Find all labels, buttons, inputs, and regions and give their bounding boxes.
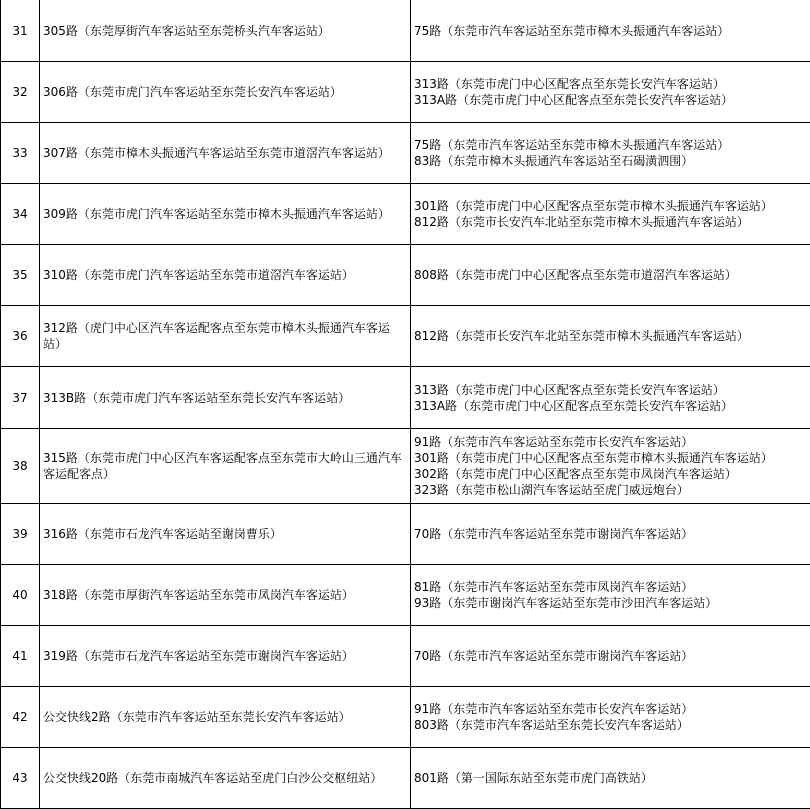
table-row [1, 504, 810, 565]
row-number: 41 [1, 626, 40, 687]
transfer-cell: 81路（东莞市汽车客运站至东莞市凤岗汽车客运站） 93路（东莞市谢岗汽车客运站至东莞市沙田汽车客运站） [411, 565, 810, 626]
route-cell: 310路（东莞市虎门汽车客运站至东莞市道滘汽车客运站） [40, 245, 411, 306]
table-row [1, 687, 810, 748]
transfer-cell: 313路（东莞市虎门中心区配客点至东莞长安汽车客运站） 313A路（东莞市虎门中心区配客点至东莞长安汽车客运站） [411, 367, 810, 429]
route-cell: 305路（东莞厚街汽车客运站至东莞桥头汽车客运站） [40, 0, 411, 62]
transfer-cell: 812路（东莞市长安汽车北站至东莞市樟木头振通汽车客运站） [411, 306, 810, 367]
row-number: 33 [1, 123, 40, 184]
row-number: 37 [1, 367, 40, 429]
route-cell: 公交快线20路（东莞市南城汽车客运站至虎门白沙公交枢纽站） [40, 748, 411, 809]
table-row [1, 626, 810, 687]
table-row [1, 748, 810, 809]
row-number: 35 [1, 245, 40, 306]
transfer-cell: 808路（东莞市虎门中心区配客点至东莞市道滘汽车客运站） [411, 245, 810, 306]
table-row [1, 184, 810, 245]
row-number: 42 [1, 687, 40, 748]
row-number: 40 [1, 565, 40, 626]
row-number: 43 [1, 748, 40, 809]
table-row [1, 245, 810, 306]
route-cell: 313B路（东莞市虎门汽车客运站至东莞长安汽车客运站） [40, 367, 411, 429]
transfer-cell: 301路（东莞市虎门中心区配客点至东莞市樟木头振通汽车客运站） 812路（东莞市长安汽车北站至东莞市樟木头振通汽车客运站） [411, 184, 810, 245]
route-cell: 319路（东莞市石龙汽车客运站至东莞市谢岗汽车客运站） [40, 626, 411, 687]
row-number: 39 [1, 504, 40, 565]
transfer-cell: 75路（东莞市汽车客运站至东莞市樟木头振通汽车客运站） [411, 0, 810, 62]
table-row [1, 367, 810, 429]
row-number: 38 [1, 429, 40, 504]
table-row [1, 123, 810, 184]
transfer-cell: 91路（东莞市汽车客运站至东莞市长安汽车客运站） 301路（东莞市虎门中心区配客点至东莞市樟木头振通汽车客运站） 302路（东莞市虎门中心区配客点至东莞市凤岗汽车客运站） 323路（东莞市松山湖汽车客运站至虎门威远炮台） [411, 429, 810, 504]
transfer-cell: 70路（东莞市汽车客运站至东莞市谢岗汽车客运站） [411, 504, 810, 565]
transfer-cell: 75路（东莞市汽车客运站至东莞市樟木头振通汽车客运站） 83路（东莞市樟木头振通汽车客运站至石碣潢泗围） [411, 123, 810, 184]
row-number: 34 [1, 184, 40, 245]
route-cell: 316路（东莞市石龙汽车客运站至谢岗曹乐） [40, 504, 411, 565]
row-number: 31 [1, 0, 40, 62]
row-number: 32 [1, 62, 40, 123]
table-row [1, 565, 810, 626]
route-cell: 公交快线2路（东莞市汽车客运站至东莞长安汽车客运站） [40, 687, 411, 748]
table-row [1, 0, 810, 62]
transfer-cell: 313路（东莞市虎门中心区配客点至东莞长安汽车客运站） 313A路（东莞市虎门中心区配客点至东莞长安汽车客运站） [411, 62, 810, 123]
row-number: 36 [1, 306, 40, 367]
transfer-cell: 70路（东莞市汽车客运站至东莞市谢岗汽车客运站） [411, 626, 810, 687]
route-cell: 312路（虎门中心区汽车客运配客点至东莞市樟木头振通汽车客运站） [40, 306, 411, 367]
transfer-cell: 91路（东莞市汽车客运站至东莞市长安汽车客运站） 803路（东莞市汽车客运站至东莞长安汽车客运站） [411, 687, 810, 748]
route-cell: 318路（东莞市厚街汽车客运站至东莞市凤岗汽车客运站） [40, 565, 411, 626]
route-cell: 315路（东莞市虎门中心区汽车客运配客点至东莞市大岭山三通汽车客运配客点） [40, 429, 411, 504]
route-cell: 307路（东莞市樟木头振通汽车客运站至东莞市道滘汽车客运站） [40, 123, 411, 184]
route-cell: 309路（东莞市虎门汽车客运站至东莞市樟木头振通汽车客运站） [40, 184, 411, 245]
table-row [1, 306, 810, 367]
table-row [1, 62, 810, 123]
table-row [1, 429, 810, 504]
transfer-cell: 801路（第一国际东站至东莞市虎门高铁站） [411, 748, 810, 809]
route-cell: 306路（东莞市虎门汽车客运站至东莞长安汽车客运站） [40, 62, 411, 123]
